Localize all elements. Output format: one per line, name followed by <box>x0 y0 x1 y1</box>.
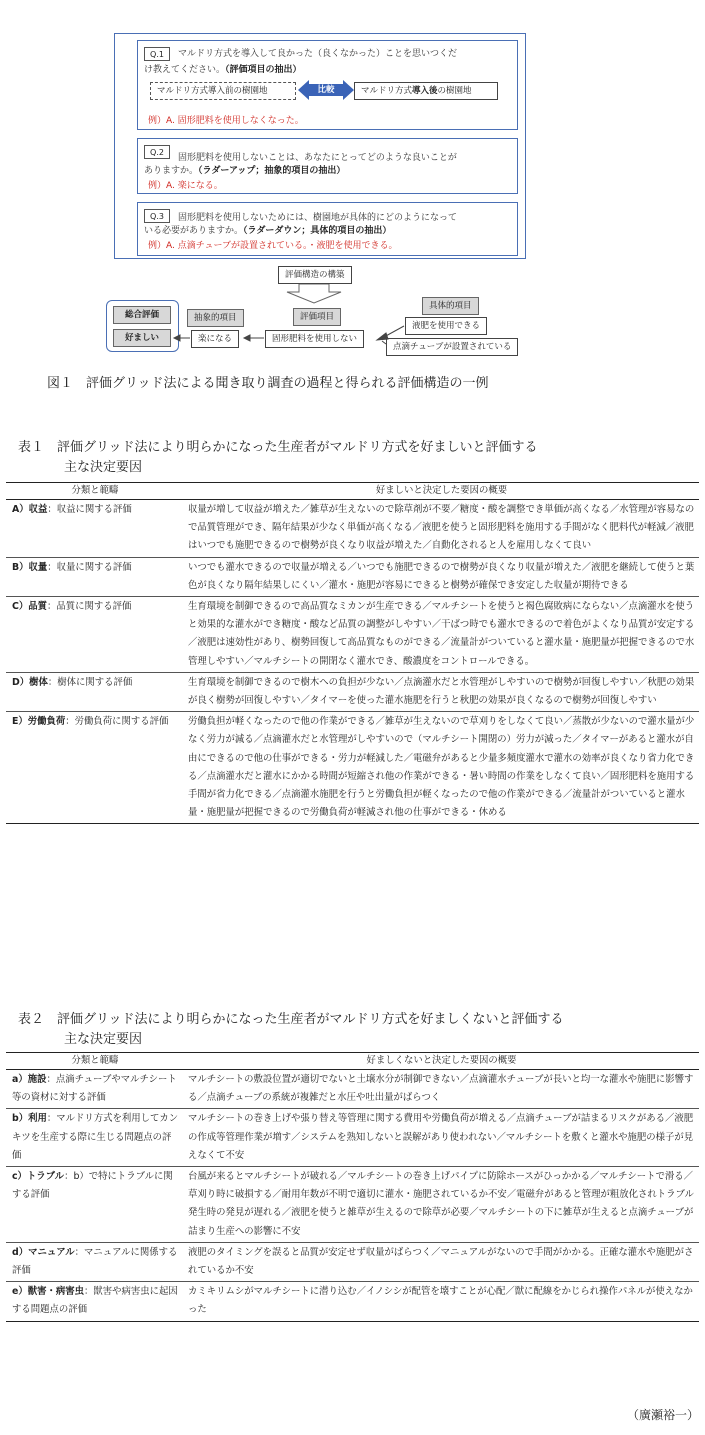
q2-box <box>137 138 518 194</box>
table1 <box>6 482 699 824</box>
row-desc: ：労働負荷に関する評価 <box>65 716 169 728</box>
table1-header-category: 分類と範疇 <box>6 483 184 500</box>
row-text: カミキリムシがマルチシートに潜り込む／イノシシが配管を壊すことが心配／獣に配線をかじられ操作パネルが使えなかった <box>184 1282 699 1321</box>
no-solid-fertilizer-box: 固形肥料を使用しない <box>265 330 364 348</box>
q1-question <box>178 47 518 61</box>
q1-after-a: マルドリ方式 <box>361 86 413 96</box>
row-desc: ：b）で特にトラブルに関する評価 <box>12 1171 173 1201</box>
q3-question-line2 <box>144 224 514 238</box>
row-desc: ：品質に関する評価 <box>47 601 132 613</box>
author-credit: （廣瀬裕一） <box>626 1408 699 1422</box>
table1-caption-line1: 表１ 評価グリッド法により明らかになった生産者がマルドリ方式を好ましいと評価する <box>18 440 538 455</box>
q1-example: 例）A. 固形肥料を使用しなくなった。 <box>148 116 304 126</box>
row-category <box>6 1167 184 1243</box>
row-category <box>6 597 184 673</box>
row-text: 生育環境を制御できるので樹木への負担が少ない／点滴灌水だと水管理がしやすいので樹勢が回復しやすい／秋肥の効果が良く樹勢が回復しやすい／タイマーを使った灌水施肥を行うと秋肥の効果が良くなるので樹勢が回復しやすい <box>184 672 699 711</box>
row-text: マルチシートの敷設位置が適切でないと土壌水分が制御できない／点滴灌水チューブが長いと均一な灌水や施肥に影響する／点滴チューブの系統が複雑だと水圧や吐出量がばらつく <box>184 1070 699 1109</box>
row-key: a）施設 <box>12 1074 47 1085</box>
q3-text-b: いる必要がありますか。 <box>144 226 244 236</box>
row-category <box>6 712 184 824</box>
row-text: 液肥のタイミングを誤ると品質が安定せず収量がばらつく／マニュアルがないので手間がかかる。正確な灌水や施肥がされているか不安 <box>184 1242 699 1281</box>
q1-before-label: マルドリ方式導入前の樹園地 <box>157 86 268 96</box>
q1-after-bold: 導入後 <box>412 86 438 96</box>
table2-header-row <box>6 1053 699 1070</box>
row-text: 収量が増して収益が増えた／雑草が生えないので除草剤が不要／糖度・酸を調整でき単価が高くなる／水管理が容易なので品質管理ができ、隔年結果が少なく単価が高くなる／液肥を使うと固形肥料を施用する手間がなく肥料代が軽減／液肥はいつでも施肥できるので樹勢が良くなり収益が増えた／自動化されると人を雇用しなくて良い <box>184 500 699 558</box>
row-category <box>6 1282 184 1321</box>
table2-header-category: 分類と範疇 <box>6 1053 184 1070</box>
q1-text-b-bold: （評価項目の抽出） <box>225 65 302 75</box>
figure-caption: 図１ 評価グリッド法による聞き取り調査の過程と得られる評価構造の一例 <box>47 376 489 391</box>
q1-text-a: マルドリ方式を導入して良かった（良くなかった）ことを思いつくだ <box>178 49 458 59</box>
q3-text-b-bold: （ラダーダウン；具体的項目の抽出） <box>243 226 392 236</box>
q2-text-a: 固形肥料を使用しないことは、あなたにとってどのような良いことが <box>178 153 457 163</box>
table2-caption <box>18 1010 563 1050</box>
row-text: 台風が来るとマルチシートが破れる／マルチシートの巻き上げパイプに防除ホースがひっかかる／マルチシートで滑る／草刈り時に破損する／耐用年数が不明で適切に灌水・施肥されているか不安／電磁弁があると管理が粗放化されトラブル発生時の発見が遅れる／液肥を使うと雑草が生えるので除草が必要／マルチシートの下に雑草が生えると点滴チューブが詰まり生産への影響に不安 <box>184 1167 699 1243</box>
row-desc: ：樹体に関する評価 <box>47 676 133 688</box>
row-key: B）収量 <box>12 561 48 573</box>
table2-header-summary: 好ましくないと決定した要因の概要 <box>184 1053 699 1070</box>
q2-question-line2 <box>144 164 514 178</box>
down-arrow-icon <box>285 284 343 304</box>
concrete-item-label: 具体的項目 <box>422 297 479 315</box>
table-row <box>6 597 699 673</box>
drip-tube-box: 点滴チューブが設置されている <box>386 338 518 356</box>
row-desc: ：収益に関する評価 <box>47 504 132 515</box>
q2-tag: Q.2 <box>144 145 170 159</box>
table1-header-summary: 好ましいと決定した要因の概要 <box>184 483 699 500</box>
row-category <box>6 1070 184 1109</box>
table-row <box>6 1070 699 1109</box>
row-key: E）労働負荷 <box>12 716 66 728</box>
preferable-label: 好ましい <box>113 329 171 347</box>
row-key: e）獣害・病害虫 <box>12 1286 84 1298</box>
table2 <box>6 1052 699 1322</box>
q3-example: 例）A. 点滴チューブが設置されている。・液肥を使用できる。 <box>148 241 398 251</box>
table-row <box>6 672 699 711</box>
row-category <box>6 500 184 558</box>
q3-text-a: 固形肥料を使用しないためには、樹園地が具体的にどのようになって <box>178 213 458 223</box>
table-row <box>6 557 699 596</box>
q1-text-b: け教えてください。 <box>144 65 226 75</box>
q1-before-box <box>150 82 296 100</box>
table-row <box>6 1282 699 1321</box>
q2-text-b: ありますか。 <box>144 166 199 176</box>
easier-box: 楽になる <box>191 330 239 348</box>
row-key: b）利用 <box>12 1113 47 1125</box>
row-desc: ：獣害や病害虫に起因する問題点の評価 <box>12 1286 178 1316</box>
q1-tag: Q.1 <box>144 47 170 61</box>
table-row <box>6 500 699 558</box>
q2-example: 例）A. 楽になる。 <box>148 181 223 191</box>
q1-after-box <box>354 82 498 100</box>
q3-box <box>137 202 518 256</box>
row-category <box>6 557 184 596</box>
row-desc: ：点滴チューブやマルチシート等の資材に対する評価 <box>12 1074 177 1104</box>
row-desc: ：マルドリ方式を利用してカンキツを生産する際に生じる問題点の評価 <box>12 1113 179 1161</box>
q1-compare-label: 比較 <box>317 85 335 95</box>
row-category <box>6 1109 184 1167</box>
overall-evaluation-label: 総合評価 <box>113 306 171 324</box>
q2-text-b-bold: （ラダーアップ；抽象的項目の抽出） <box>198 166 346 176</box>
table1-caption <box>18 438 537 478</box>
row-text: 労働負担が軽くなったので他の作業ができる／雑草が生えないので草刈りをしなくて良い／蒸散が少ないので灌水量が少なく労力が減る／点滴灌水だと水管理がしやすいので（マルチシート開閉の）労力が減った／タイマーがあると灌水が自由にできるので他の仕事ができる・労力が軽減した／電磁弁があると少量多頻度灌水で灌水の効率が良くなり省力化できる／点滴灌水だと灌水にかかる時間が短縮され他の作業ができる・暑い時間の作業をしなくて良い／固形肥料を施用する手間が省力化できる／点滴灌水施肥を行うと労働負担が軽くなったので他の作業ができる／流量計がついていると灌水量・施肥量が把握できるので労働負荷が軽減され他の仕事ができる・休める <box>184 712 699 824</box>
q1-after-b: の樹園地 <box>437 86 472 96</box>
table-row <box>6 1242 699 1281</box>
table-row <box>6 1109 699 1167</box>
liquid-fertilizer-box: 液肥を使用できる <box>405 317 487 335</box>
row-key: c）トラブル <box>12 1171 65 1183</box>
table-row <box>6 1167 699 1243</box>
q3-tag: Q.3 <box>144 209 170 223</box>
table2-caption-line2: 主な決定要因 <box>64 1032 143 1047</box>
structure-arrows <box>170 315 410 355</box>
row-category <box>6 672 184 711</box>
abstract-item-label: 抽象的項目 <box>187 309 244 327</box>
q3-question <box>178 211 518 225</box>
construct-label: 評価構造の構築 <box>278 266 352 284</box>
row-desc: ：マニュアルに関係する評価 <box>12 1246 178 1277</box>
q1-box <box>137 40 518 130</box>
table-row <box>6 712 699 824</box>
row-key: D）樹体 <box>12 676 48 688</box>
row-text: いつでも灌水できるので収量が増える／いつでも施肥できるので樹勢が良くなり収量が増えた／液肥を継続して使うと葉色が良くなり隔年結果しにくい／灌水・施肥が容易にできると樹勢が確保でき安定した収量が期待できる <box>184 557 699 596</box>
row-desc: ：収量に関する評価 <box>47 561 132 573</box>
table2-caption-line1: 表２ 評価グリッド法により明らかになった生産者がマルドリ方式を好ましくないと評価する <box>18 1012 564 1027</box>
row-key: A）収益 <box>12 504 48 515</box>
q2-question <box>178 151 518 165</box>
row-text: 生育環境を制御できるので高品質なミカンが生産できる／マルチシートを使うと褐色腐敗病にならない／点滴灌水を使うと効果的な灌水ができ糖度・酸など品質の調整がしやすい／干ばつ時でも灌水できるので着色がよくなり品質が安定する／液肥は速効性があり、樹勢回復して高品質なものができる／流量計がついていると灌水量・施肥量が把握できるので水管理しやすい／マルチシートの開閉なく灌水でき、酸濃度をコントロールできる。 <box>184 597 699 673</box>
row-text: マルチシートの巻き上げや張り替え等管理に関する費用や労働負荷が増える／点滴チューブが詰まるリスクがある／液肥の作成等管理作業が増す／システムを熟知しないと誤解があり使われない／マルチシートを敷くと灌水や施肥の様子が見えなくて不安 <box>184 1109 699 1167</box>
evaluation-item-label: 評価項目 <box>293 308 341 326</box>
table1-caption-line2: 主な決定要因 <box>64 460 143 475</box>
row-key: C）品質 <box>12 601 48 613</box>
table1-header-row <box>6 483 699 500</box>
row-category <box>6 1242 184 1281</box>
q1-question-line2 <box>144 63 514 77</box>
row-key: d）マニュアル <box>12 1246 75 1258</box>
